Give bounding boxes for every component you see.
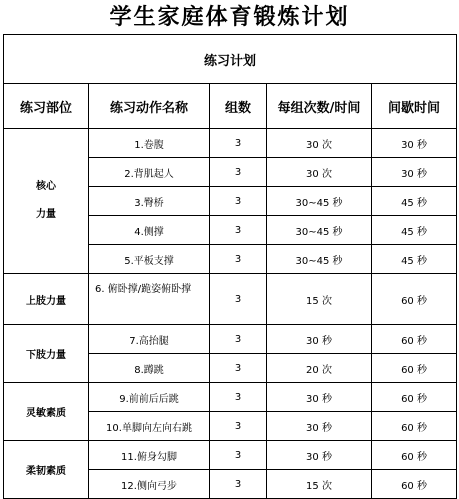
- reps-cell: 30 秒: [267, 412, 372, 441]
- table-row: [4, 383, 457, 412]
- rest-cell: 30 秒: [372, 158, 457, 187]
- column-header-sets: 组数: [210, 84, 267, 129]
- reps-cell: 30~45 秒: [267, 216, 372, 245]
- reps-cell: 30 秒: [267, 441, 372, 470]
- sets-cell: 3: [210, 325, 267, 354]
- rest-cell: 60 秒: [372, 412, 457, 441]
- sets-cell: 3: [210, 129, 267, 158]
- table-row: [4, 325, 457, 354]
- column-header-rest-time: 间歇时间: [372, 84, 457, 129]
- rest-cell: 45 秒: [372, 216, 457, 245]
- exercise-name: 2.背肌起人: [89, 158, 210, 187]
- exercise-name: 11.俯身勾脚: [89, 441, 210, 470]
- table-row: [4, 274, 457, 325]
- rest-cell: 30 秒: [372, 129, 457, 158]
- category-label-line2: 力量: [36, 209, 56, 220]
- sets-cell: 3: [210, 245, 267, 274]
- exercise-plan-table: [3, 34, 457, 499]
- rest-cell: 60 秒: [372, 274, 457, 325]
- exercise-name: 4.侧撑: [89, 216, 210, 245]
- reps-cell: 20 次: [267, 354, 372, 383]
- column-header-reps-time: 每组次数/时间: [267, 84, 372, 129]
- sets-cell: 3: [210, 383, 267, 412]
- table-caption-row: [4, 35, 457, 84]
- table-caption: 练习计划: [4, 35, 457, 84]
- sets-cell: 3: [210, 470, 267, 499]
- table-row: [4, 129, 457, 158]
- column-header-exercise-name: 练习动作名称: [89, 84, 210, 129]
- exercise-name: 1.卷腹: [89, 129, 210, 158]
- reps-cell: 15 次: [267, 274, 372, 325]
- page-title: 学生家庭体育锻炼计划: [109, 4, 350, 30]
- rest-cell: 60 秒: [372, 383, 457, 412]
- exercise-name: 10.单脚向左向右跳: [89, 412, 210, 441]
- exercise-name: 7.高抬腿: [89, 325, 210, 354]
- category-flexibility: 柔韧素质: [4, 441, 89, 499]
- reps-cell: 30~45 秒: [267, 187, 372, 216]
- reps-cell: 30 次: [267, 129, 372, 158]
- sets-cell: 3: [210, 158, 267, 187]
- reps-cell: 30~45 秒: [267, 245, 372, 274]
- reps-cell: 30 次: [267, 158, 372, 187]
- reps-cell: 30 秒: [267, 325, 372, 354]
- exercise-name: 12.侧向弓步: [89, 470, 210, 499]
- sets-cell: 3: [210, 441, 267, 470]
- exercise-name: 3.臀桥: [89, 187, 210, 216]
- category-lower-body-strength: 下肢力量: [4, 325, 89, 383]
- table-row: [4, 441, 457, 470]
- rest-cell: 60 秒: [372, 470, 457, 499]
- rest-cell: 60 秒: [372, 325, 457, 354]
- rest-cell: 45 秒: [372, 187, 457, 216]
- exercise-name: 8.蹲跳: [89, 354, 210, 383]
- column-header-body-part: 练习部位: [4, 84, 89, 129]
- sets-cell: 3: [210, 412, 267, 441]
- category-core-strength: [4, 129, 89, 274]
- reps-cell: 15 次: [267, 470, 372, 499]
- rest-cell: 60 秒: [372, 441, 457, 470]
- reps-cell: 30 秒: [267, 383, 372, 412]
- rest-cell: 60 秒: [372, 354, 457, 383]
- exercise-name: 5.平板支撑: [89, 245, 210, 274]
- exercise-name: 6. 俯卧撑/跪姿俯卧撑: [89, 274, 210, 325]
- table-header-row: [4, 84, 457, 129]
- sets-cell: 3: [210, 354, 267, 383]
- sets-cell: 3: [210, 274, 267, 325]
- category-label-line1: 核心: [36, 181, 56, 192]
- exercise-name: 9.前前后后跳: [89, 383, 210, 412]
- rest-cell: 45 秒: [372, 245, 457, 274]
- sets-cell: 3: [210, 187, 267, 216]
- category-upper-body-strength: 上肢力量: [4, 274, 89, 325]
- sets-cell: 3: [210, 216, 267, 245]
- category-agility: 灵敏素质: [4, 383, 89, 441]
